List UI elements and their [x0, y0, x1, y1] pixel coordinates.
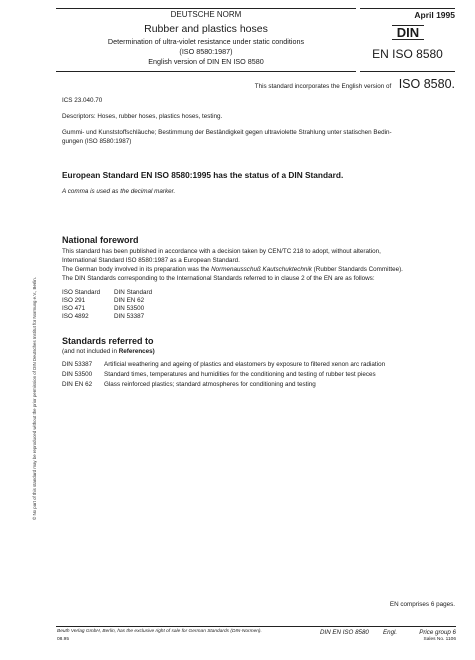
table-row	[62, 380, 385, 390]
incorporates-text: This standard incorporates the English version of	[254, 83, 392, 90]
correspondence-table	[62, 289, 152, 321]
referenced-standards-table	[62, 360, 385, 390]
table-header-iso: ISO Standard	[62, 289, 101, 296]
incorporates-number: ISO 8580.	[398, 77, 455, 91]
table-row	[62, 305, 152, 313]
footer-publisher: Beuth Verlag GmbH, Berlin, has the exclusive right of sale for German Standards (DIN-Normen).	[57, 629, 262, 634]
table-row	[62, 360, 385, 370]
pages-note: EN comprises 6 pages.	[389, 601, 455, 608]
table-header-row	[62, 289, 152, 297]
footer-lang: Engl.	[383, 629, 398, 636]
norm-label: DEUTSCHE NORM	[170, 10, 242, 19]
national-foreword-body	[62, 247, 462, 283]
table-header-din: DIN Standard	[114, 289, 153, 296]
foreword-para1-line2: International Standard ISO 8580:1987 as a European Standard.	[62, 257, 240, 264]
table-row	[62, 297, 152, 305]
issue-date: April 1995	[414, 10, 455, 20]
footer-code: 08.95	[57, 637, 70, 642]
table-row	[62, 313, 152, 321]
subheading-prefix: (and not included in	[62, 348, 117, 355]
foreword-para2-body: Normenausschuß Kautschuktechnik	[211, 266, 312, 273]
table-cell: DIN 53500	[62, 371, 93, 378]
german-title-line-2: gungen (ISO 8580:1987)	[62, 138, 132, 145]
footer-sales-no: Sales No. 1106	[423, 637, 456, 642]
subtitle-line-1: Determination of ultra-violet resistance under static conditions	[107, 37, 305, 46]
foreword-para2-prefix: The German body involved in its preparation was the	[62, 266, 210, 273]
table-cell: ISO 291	[62, 297, 86, 304]
table-cell: Glass reinforced plastics; standard atmospheres for conditioning and testing	[104, 381, 316, 388]
table-cell: DIN EN 62	[62, 381, 93, 388]
header-number-block	[360, 8, 455, 72]
foreword-para1-line1: This standard has been published in accordance with a decision taken by CEN/TC 218 to adopt, without alteration,	[62, 248, 381, 255]
german-title	[62, 128, 462, 146]
table-cell: Standard times, temperatures and humidities for the conditioning and testing of rubber test pieces	[104, 371, 376, 378]
german-title-line-1: Gummi- und Kunststoffschläuche; Bestimmung der Beständigkeit gegen ultraviolette Strahlung unter statischen Bedin-	[62, 129, 392, 136]
table-row	[62, 370, 385, 380]
standard-number: EN ISO 8580	[372, 47, 443, 61]
table-cell: DIN 53387	[114, 313, 145, 320]
decimal-note: A comma is used as the decimal marker.	[62, 188, 176, 195]
national-foreword-heading: National foreword	[62, 235, 139, 245]
standards-referred-heading: Standards referred to	[62, 336, 154, 346]
copyright-side-text: © No part of this standard may be reproduced without the prior permission of DIN Deutsches Institut für Normung e.V., Berlin.	[32, 277, 37, 520]
foreword-para2-suffix: (Rubber Standards Committee).	[313, 266, 403, 273]
footer-rule	[56, 626, 456, 627]
document-title: Rubber and plastics hoses	[144, 23, 268, 35]
table-cell: ISO 4892	[62, 313, 89, 320]
foreword-para2	[62, 265, 462, 274]
ics-code: ICS 23.040.70	[62, 97, 103, 104]
footer-price-group: Price group 6	[419, 629, 456, 636]
table-cell: ISO 471	[62, 305, 86, 312]
foreword-para3: The DIN Standards corresponding to the International Standards referred to in clause 2 of the EN are as follows:	[62, 275, 375, 282]
incorporates-line	[200, 75, 455, 93]
status-statement: European Standard EN ISO 8580:1995 has the status of a DIN Standard.	[62, 170, 344, 180]
table-cell: DIN EN 62	[114, 297, 145, 304]
din-logo: DIN	[392, 25, 424, 40]
table-cell: DIN 53500	[114, 305, 145, 312]
footer-doc-ref: DIN EN ISO 8580	[320, 629, 369, 636]
descriptors: Descriptors: Hoses, rubber hoses, plastics hoses, testing.	[62, 113, 223, 120]
table-cell: DIN 53387	[62, 361, 93, 368]
table-cell: Artificial weathering and ageing of plastics and elastomers by exposure to filtered xenon arc radiation	[104, 361, 386, 368]
subheading-ref: References)	[118, 348, 155, 355]
header-title-block	[56, 8, 356, 72]
subtitle-line-2: (ISO 8580:1987)	[179, 47, 233, 56]
standards-referred-subheading	[62, 347, 155, 356]
subtitle-line-3: English version of DIN EN ISO 8580	[148, 57, 264, 66]
